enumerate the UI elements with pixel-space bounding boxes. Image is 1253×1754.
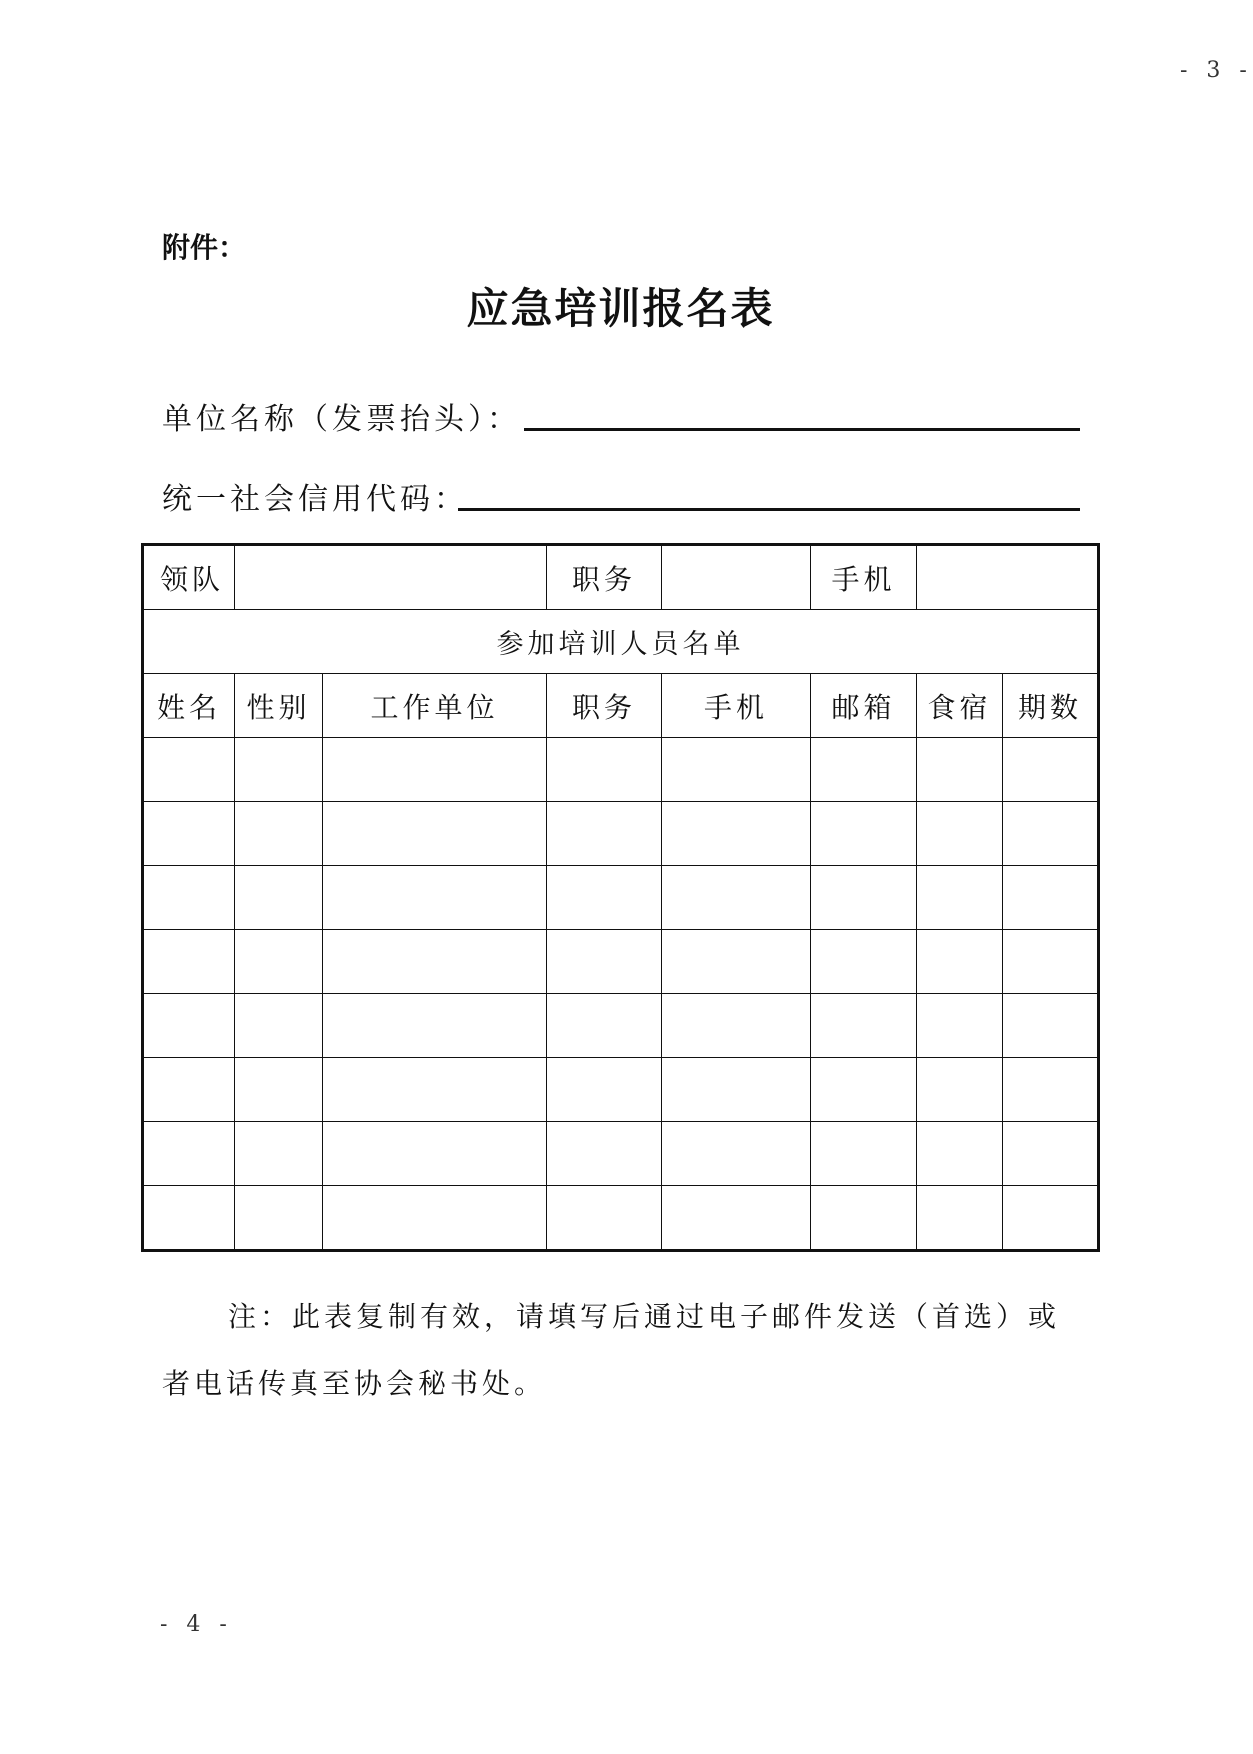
header-position: 职务	[547, 674, 662, 738]
email-cell[interactable]	[811, 1058, 917, 1122]
session-cell[interactable]	[1003, 1122, 1099, 1186]
work-unit-cell[interactable]	[323, 866, 547, 930]
board-lodging-cell[interactable]	[917, 1186, 1003, 1251]
name-cell[interactable]	[143, 1186, 235, 1251]
email-cell[interactable]	[811, 1186, 917, 1251]
name-cell[interactable]	[143, 866, 235, 930]
session-cell[interactable]	[1003, 1058, 1099, 1122]
page-title: 应急培训报名表	[466, 284, 775, 333]
gender-cell[interactable]	[235, 1058, 323, 1122]
email-cell[interactable]	[811, 1122, 917, 1186]
page-number-top: - 3 -	[1180, 58, 1253, 83]
participants-title: 参加培训人员名单	[143, 610, 1099, 674]
position-cell[interactable]	[547, 802, 662, 866]
header-board-lodging: 食宿	[917, 674, 1003, 738]
session-cell[interactable]	[1003, 1186, 1099, 1251]
name-cell[interactable]	[143, 994, 235, 1058]
header-session: 期数	[1003, 674, 1099, 738]
gender-cell[interactable]	[235, 1122, 323, 1186]
position-cell[interactable]	[547, 866, 662, 930]
leader-position-cell[interactable]	[662, 545, 811, 610]
name-cell[interactable]	[143, 930, 235, 994]
session-cell[interactable]	[1003, 930, 1099, 994]
registration-table	[141, 543, 1100, 1252]
gender-cell[interactable]	[235, 930, 323, 994]
table-row	[143, 738, 1099, 802]
gender-cell[interactable]	[235, 866, 323, 930]
work-unit-cell[interactable]	[323, 1122, 547, 1186]
leader-label: 领队	[143, 545, 235, 610]
phone-cell[interactable]	[662, 866, 811, 930]
participants-title-row	[143, 610, 1099, 674]
board-lodging-cell[interactable]	[917, 866, 1003, 930]
work-unit-cell[interactable]	[323, 802, 547, 866]
phone-cell[interactable]	[662, 1058, 811, 1122]
email-cell[interactable]	[811, 738, 917, 802]
name-cell[interactable]	[143, 1122, 235, 1186]
session-cell[interactable]	[1003, 866, 1099, 930]
session-cell[interactable]	[1003, 802, 1099, 866]
board-lodging-cell[interactable]	[917, 994, 1003, 1058]
phone-cell[interactable]	[662, 738, 811, 802]
header-phone: 手机	[662, 674, 811, 738]
work-unit-cell[interactable]	[323, 994, 547, 1058]
credit-code-field[interactable]	[458, 508, 1080, 511]
work-unit-cell[interactable]	[323, 930, 547, 994]
phone-cell[interactable]	[662, 802, 811, 866]
table-row	[143, 866, 1099, 930]
table-row	[143, 802, 1099, 866]
leader-name-cell[interactable]	[235, 545, 547, 610]
phone-cell[interactable]	[662, 1186, 811, 1251]
page-number-bottom: - 4 -	[160, 1612, 233, 1637]
table-row	[143, 994, 1099, 1058]
gender-cell[interactable]	[235, 738, 323, 802]
session-cell[interactable]	[1003, 994, 1099, 1058]
unit-name-label: 单位名称（发票抬头）：	[162, 402, 521, 437]
phone-cell[interactable]	[662, 930, 811, 994]
table-row	[143, 1186, 1099, 1251]
session-cell[interactable]	[1003, 738, 1099, 802]
gender-cell[interactable]	[235, 1186, 323, 1251]
unit-name-field[interactable]	[524, 428, 1080, 431]
table-row	[143, 1122, 1099, 1186]
phone-cell[interactable]	[662, 1122, 811, 1186]
gender-cell[interactable]	[235, 802, 323, 866]
email-cell[interactable]	[811, 930, 917, 994]
board-lodging-cell[interactable]	[917, 1122, 1003, 1186]
attachment-label: 附件：	[162, 231, 247, 264]
board-lodging-cell[interactable]	[917, 930, 1003, 994]
header-email: 邮箱	[811, 674, 917, 738]
header-name: 姓名	[143, 674, 235, 738]
phone-cell[interactable]	[662, 994, 811, 1058]
position-cell[interactable]	[547, 738, 662, 802]
position-cell[interactable]	[547, 1186, 662, 1251]
leader-phone-cell[interactable]	[917, 545, 1099, 610]
email-cell[interactable]	[811, 802, 917, 866]
position-cell[interactable]	[547, 994, 662, 1058]
position-cell[interactable]	[547, 1122, 662, 1186]
work-unit-cell[interactable]	[323, 1186, 547, 1251]
position-cell[interactable]	[547, 1058, 662, 1122]
board-lodging-cell[interactable]	[917, 1058, 1003, 1122]
email-cell[interactable]	[811, 866, 917, 930]
header-gender: 性别	[235, 674, 323, 738]
table-row	[143, 930, 1099, 994]
position-cell[interactable]	[547, 930, 662, 994]
header-work-unit: 工作单位	[323, 674, 547, 738]
name-cell[interactable]	[143, 1058, 235, 1122]
table-row	[143, 1058, 1099, 1122]
gender-cell[interactable]	[235, 994, 323, 1058]
work-unit-cell[interactable]	[323, 1058, 547, 1122]
board-lodging-cell[interactable]	[917, 802, 1003, 866]
header-row	[143, 674, 1099, 738]
email-cell[interactable]	[811, 994, 917, 1058]
note-text: 注：此表复制有效，请填写后通过电子邮件发送（首选）或者电话传真至协会秘书处。	[162, 1300, 1061, 1400]
work-unit-cell[interactable]	[323, 738, 547, 802]
leader-position-label: 职务	[547, 545, 662, 610]
credit-code-label: 统一社会信用代码：	[162, 482, 468, 517]
leader-phone-label: 手机	[811, 545, 917, 610]
name-cell[interactable]	[143, 738, 235, 802]
leader-row	[143, 545, 1099, 610]
board-lodging-cell[interactable]	[917, 738, 1003, 802]
name-cell[interactable]	[143, 802, 235, 866]
